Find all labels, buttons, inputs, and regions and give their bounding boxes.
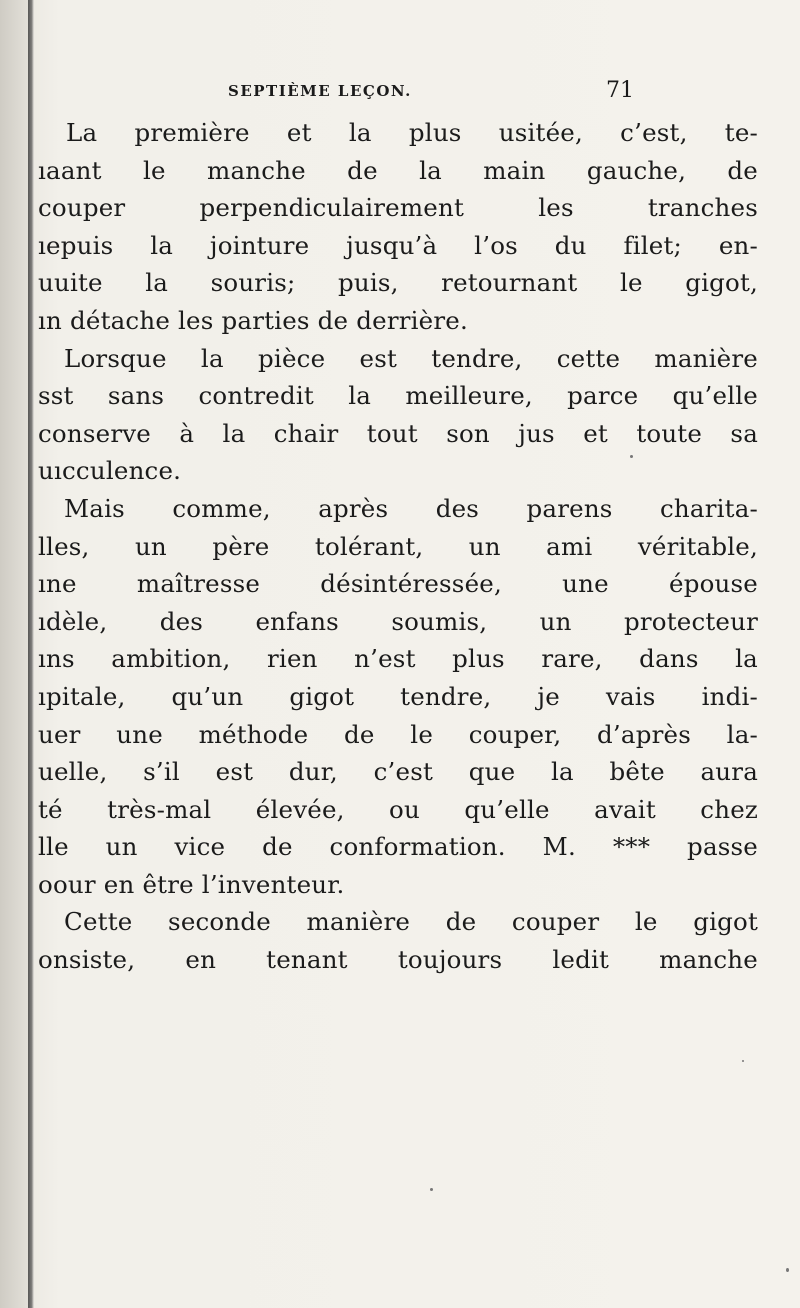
text-line: lle un vice de conformation. M. *** passe	[38, 832, 758, 862]
text-line: uuite la souris; puis, retournant le gigot,	[38, 268, 758, 298]
text-line: sst sans contredit la meilleure, parce qu’elle	[38, 381, 758, 411]
body-text	[38, 114, 758, 979]
text-line: ıns ambition, rien n’est plus rare, dans la	[38, 644, 758, 674]
text-line: Cette seconde manière de couper le gigot	[64, 907, 758, 937]
text-line: ıaant le manche de la main gauche, de	[38, 155, 758, 185]
text-line: La première et la plus usitée, c’est, te-	[66, 118, 758, 147]
text-line: ıdèle, des enfans soumis, un protecteur	[38, 606, 758, 636]
page-gutter	[0, 0, 30, 1308]
running-header	[228, 78, 648, 108]
paper-speck	[430, 1188, 433, 1191]
text-line: ıepuis la jointure jusqu’à l’os du filet; en-	[38, 230, 758, 260]
text-line: lles, un père tolérant, un ami véritable,	[38, 531, 758, 561]
text-line: uer une méthode de le couper, d’après la-	[38, 719, 758, 749]
text-line: onsiste, en tenant toujours ledit manche	[38, 945, 758, 975]
text-line: oour en être l’inventeur.	[38, 869, 345, 899]
text-line: Lorsque la pièce est tendre, cette manière	[64, 343, 758, 373]
text-line: ın détache les parties de derrière.	[38, 305, 468, 335]
chapter-title: SEPTIÈME LEÇON.	[228, 82, 412, 100]
paper-speck	[786, 1268, 789, 1272]
paper-speck	[630, 455, 633, 458]
text-line: couper perpendiculairement les tranches	[38, 193, 758, 223]
text-line: té très-mal élevée, ou qu’elle avait chez	[38, 794, 758, 824]
page-number: 71	[606, 78, 634, 103]
text-line: Mais comme, après des parens charita-	[64, 493, 758, 523]
text-line: uıcculence.	[38, 456, 182, 486]
text-line: ıpitale, qu’un gigot tendre, je vais indi-	[38, 681, 758, 711]
text-line: ıne maîtresse désintéressée, une épouse	[38, 569, 758, 599]
text-line: uelle, s’il est dur, c’est que la bête aura	[38, 757, 758, 787]
paper-speck	[742, 1060, 744, 1062]
text-line: conserve à la chair tout son jus et toute sa	[38, 418, 758, 448]
page-edge	[28, 0, 34, 1308]
